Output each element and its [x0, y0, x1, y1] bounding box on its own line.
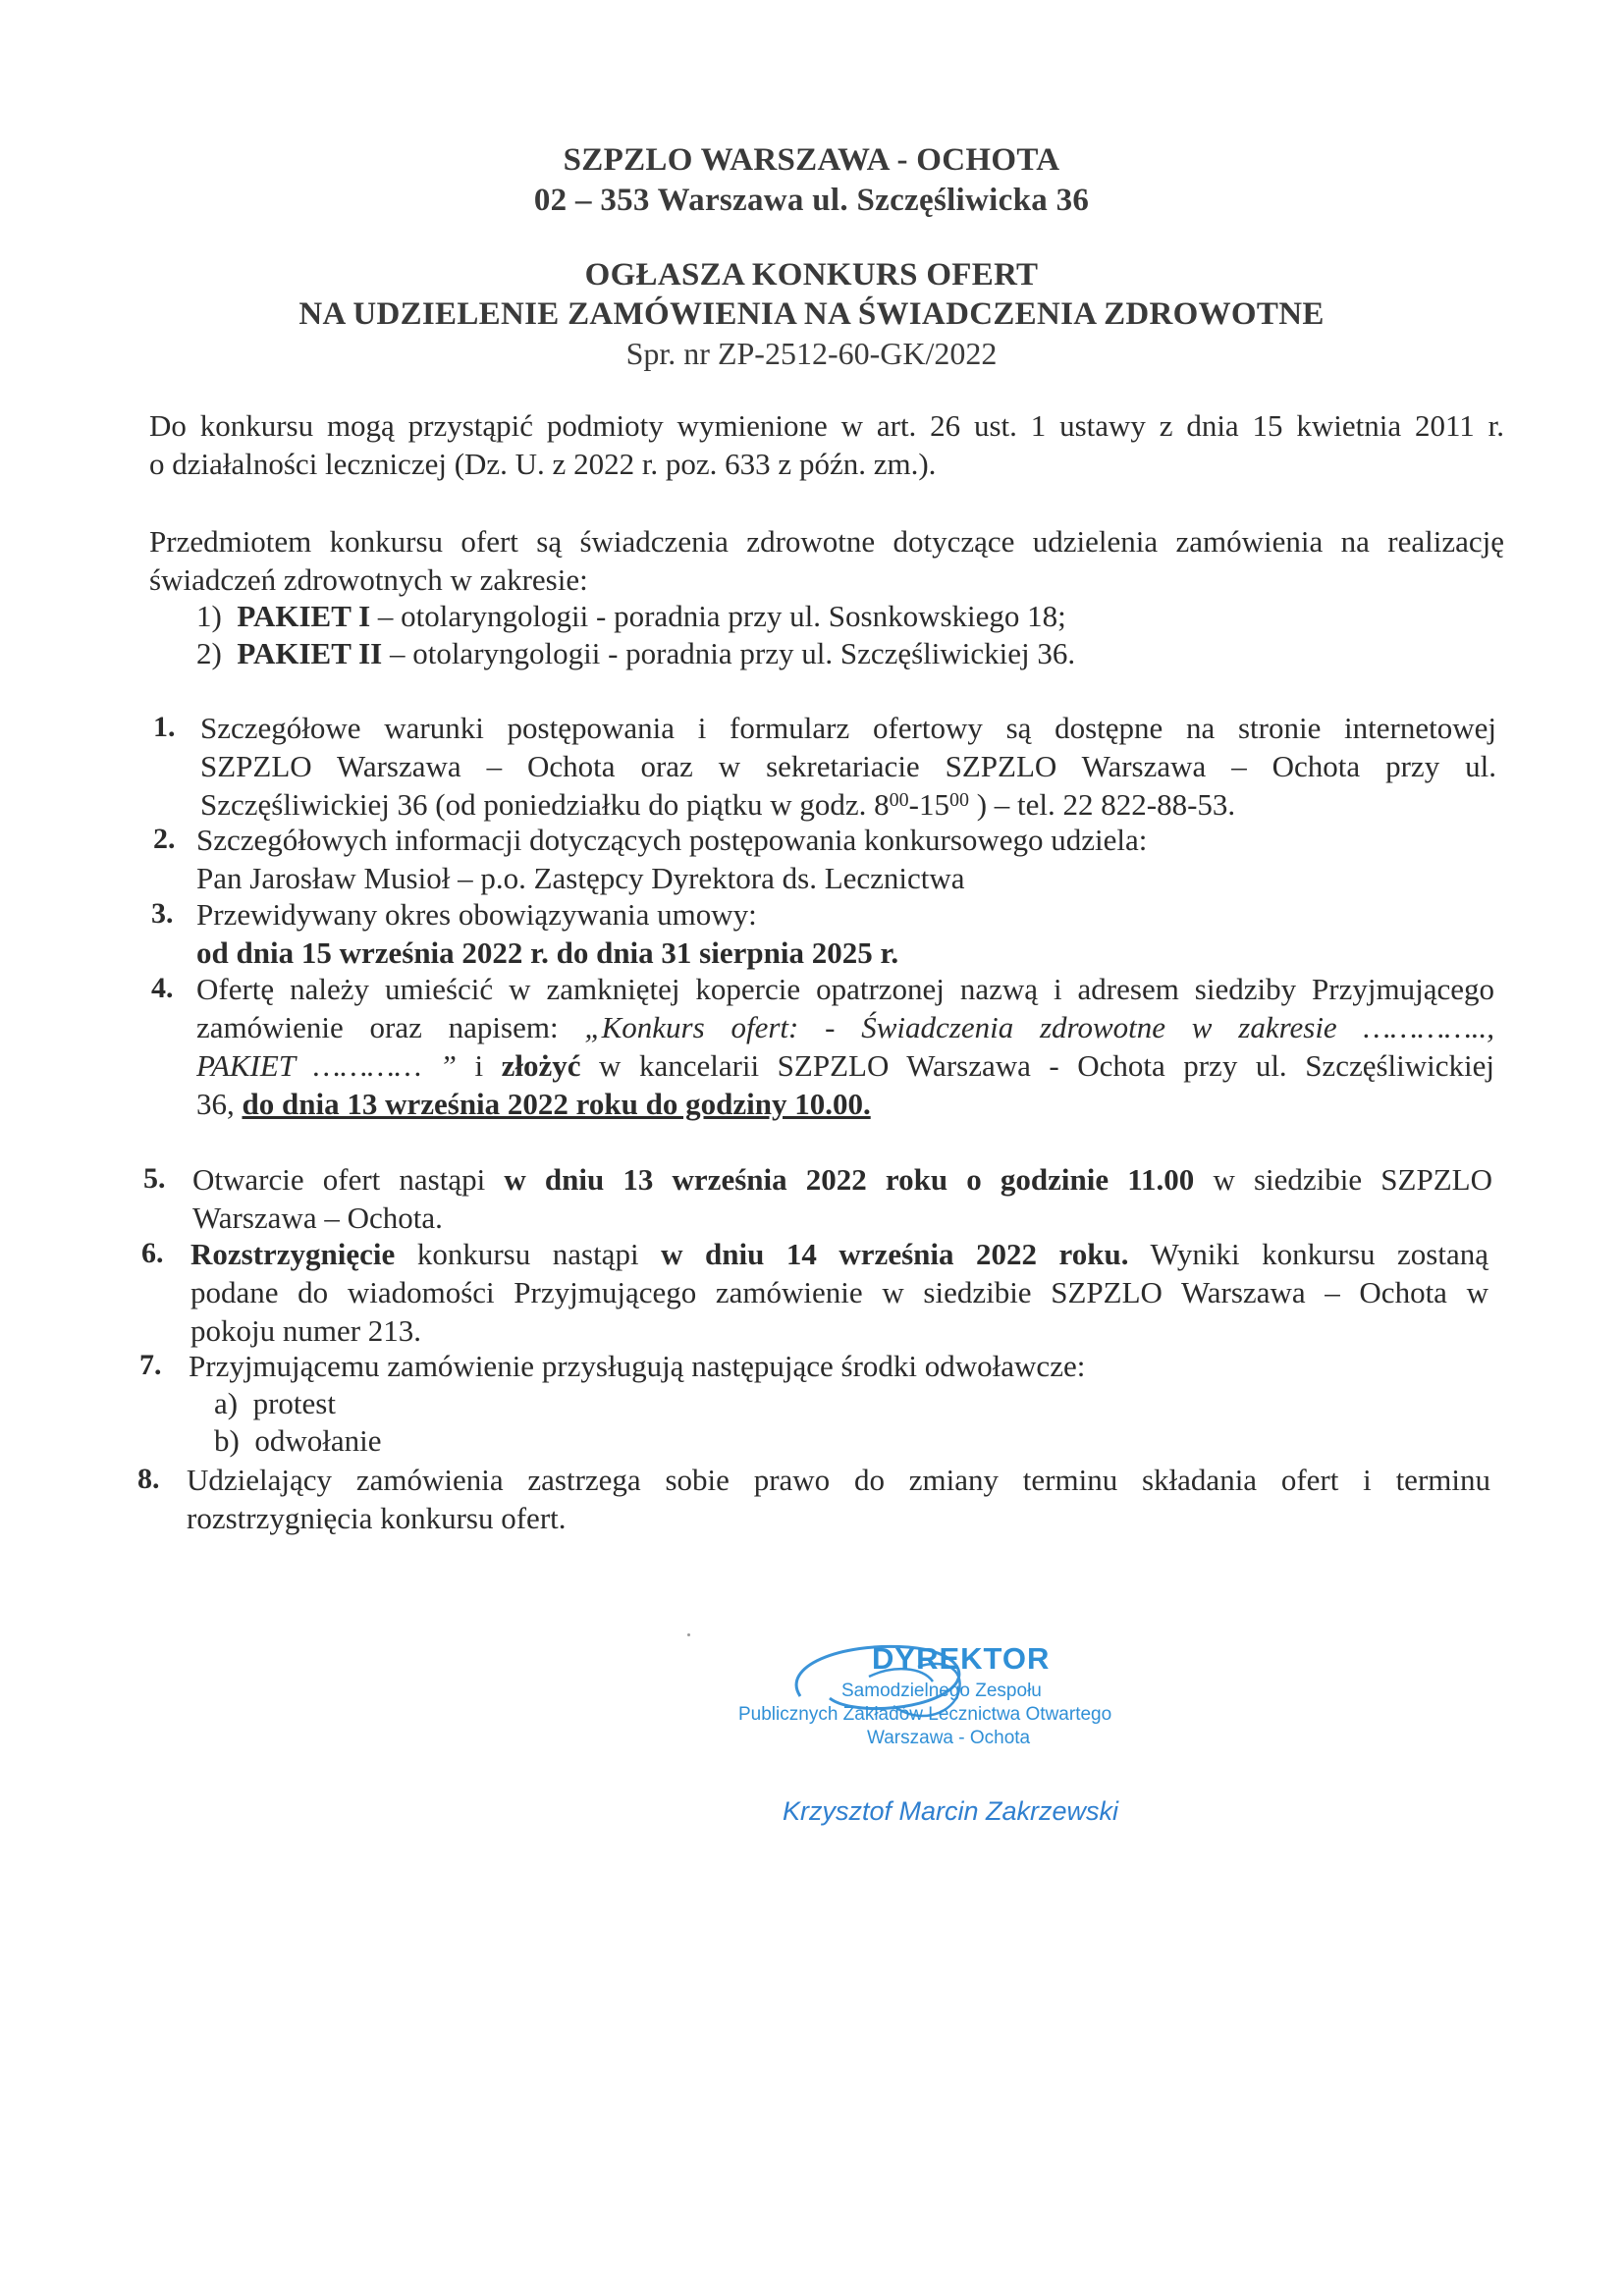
item-number: 4. [151, 972, 174, 1004]
text-span: konkursu nastąpi [395, 1237, 662, 1271]
item-7-sub-a [214, 1384, 336, 1422]
case-number: Spr. nr ZP-2512-60-GK/2022 [625, 336, 998, 371]
item-1 [200, 709, 1496, 824]
intro-line-1: Do konkursu mogą przystąpić podmioty wymienione w art. 26 ust. 1 ustawy z dnia 15 kwietnia 2011 r. [149, 408, 1504, 443]
text-span: ) – tel. 22 822-88-53. [968, 787, 1236, 822]
item-6 [190, 1235, 1488, 1350]
text-span: Wyniki konkursu zostaną [1128, 1237, 1488, 1271]
item-number: 1. [153, 711, 176, 743]
package-text: – otolaryngologii - poradnia przy ul. Szczęśliwickiej 36. [382, 636, 1076, 670]
package-marker: 1) [196, 599, 222, 633]
package-label: PAKIET I [237, 599, 371, 633]
item-4-line-4 [196, 1085, 1494, 1123]
announcement-subtitle: NA UDZIELENIE ZAMÓWIENIA NA ŚWIADCZENIA ZDROWOTNE [298, 296, 1325, 332]
opening-date: w dniu 13 września 2022 roku o godzinie 11.00 [504, 1162, 1195, 1197]
director-stamp [722, 1637, 1183, 1765]
package-2 [196, 634, 1075, 672]
item-7-sub-b [214, 1421, 381, 1460]
stamp-line-3: Warszawa - Ochota [867, 1728, 1031, 1748]
text-span: w siedzibie SZPZLO [1194, 1162, 1492, 1197]
text-span: -15 [908, 787, 949, 822]
bold-span: złożyć [501, 1048, 581, 1083]
sub-marker: a) [214, 1386, 239, 1420]
deadline: do dnia 13 września 2022 roku do godziny 10.00. [242, 1087, 871, 1121]
intro-paragraph [149, 406, 1504, 483]
sub-text: protest [252, 1386, 336, 1420]
signatory-name: Krzysztof Marcin Zakrzewski [783, 1796, 1119, 1826]
resolution-date: w dniu 14 września 2022 roku. [661, 1237, 1129, 1271]
item-5 [192, 1160, 1492, 1237]
item-8-line-2: rozstrzygnięcia konkursu ofert. [187, 1501, 567, 1535]
stamp-line-2: Publicznych Zakładów Lecznictwa Otwartego [738, 1704, 1112, 1725]
package-marker: 2) [196, 636, 222, 670]
package-text: – otolaryngologii - poradnia przy ul. Sosnkowskiego 18; [370, 599, 1066, 633]
item-6-line-1 [190, 1235, 1488, 1273]
text-span: w kancelarii SZPZLO Warszawa - Ochota przy ul. Szczęśliwickiej [580, 1048, 1495, 1083]
item-7 [189, 1347, 1085, 1385]
sub-marker: b) [214, 1423, 240, 1458]
text-span: Szczęśliwickiej 36 (od poniedziałku do piątku w godz. 8 [200, 787, 890, 822]
institution-name: SZPZLO WARSZAWA - OCHOTA [563, 142, 1060, 178]
item-3 [196, 895, 898, 972]
italic-span: „Konkurs ofert: - Świadczenia zdrowotne w zakresie ………….., [584, 1010, 1494, 1044]
item-number: 6. [141, 1237, 164, 1269]
item-1-line-1: Szczegółowe warunki postępowania i formularz ofertowy są dostępne na stronie internetowej [200, 711, 1496, 745]
item-number: 8. [137, 1463, 160, 1495]
superscript: 00 [889, 789, 909, 811]
stamp-line-1: Samodzielnego Zespołu [841, 1681, 1042, 1701]
text-span: 36, [196, 1087, 243, 1121]
text-span: Otwarcie ofert nastąpi [192, 1162, 505, 1197]
bold-span: Rozstrzygnięcie [190, 1237, 396, 1271]
subject-line-1: Przedmiotem konkursu ofert są świadczenia zdrowotne dotyczące udzielenia zamówienia na realizację [149, 524, 1504, 559]
item-number: 5. [143, 1162, 166, 1195]
item-6-line-2: podane do wiadomości Przyjmującego zamówienie w siedzibie SZPZLO Warszawa – Ochota w [190, 1275, 1488, 1309]
institution-address: 02 – 353 Warszawa ul. Szczęśliwicka 36 [533, 183, 1090, 218]
stamp-title: DYREKTOR [872, 1641, 1051, 1676]
text-span: zamówienie oraz napisem: [196, 1010, 585, 1044]
item-number: 2. [153, 823, 176, 855]
item-7-line-1: Przyjmującemu zamówienie przysługują następujące środki odwoławcze: [189, 1349, 1086, 1383]
item-number: 7. [139, 1349, 162, 1381]
item-2 [196, 821, 1147, 897]
sub-text: odwołanie [254, 1423, 382, 1458]
item-4-line-2 [196, 1008, 1494, 1046]
announcement-title: OGŁASZA KONKURS OFERT [584, 257, 1039, 293]
superscript: 00 [948, 789, 969, 811]
item-4-line-1: Ofertę należy umieścić w zamkniętej kopercie opatrzonej nazwą i adresem siedziby Przyjmującego [196, 972, 1494, 1006]
item-5-line-1 [192, 1160, 1492, 1199]
item-2-line-1: Szczegółowych informacji dotyczących postępowania konkursowego udziela: [196, 823, 1148, 857]
subject-paragraph [149, 522, 1504, 599]
item-6-line-3: pokoju numer 213. [190, 1313, 422, 1348]
item-1-line-2: SZPZLO Warszawa – Ochota oraz w sekretariacie SZPZLO Warszawa – Ochota przy ul. [200, 749, 1496, 783]
item-4 [196, 970, 1494, 1123]
item-8-line-1: Udzielający zamówienia zastrzega sobie prawo do zmiany terminu składania ofert i terminu [187, 1463, 1490, 1497]
subject-line-2: świadczeń zdrowotnych w zakresie: [149, 562, 588, 597]
contract-period: od dnia 15 września 2022 r. do dnia 31 sierpnia 2025 r. [196, 935, 899, 970]
intro-line-2: o działalności leczniczej (Dz. U. z 2022 r. poz. 633 z późn. zm.). [149, 447, 937, 481]
package-1 [196, 597, 1066, 635]
package-label: PAKIET II [237, 636, 383, 670]
item-8 [187, 1461, 1490, 1537]
item-number: 3. [151, 897, 174, 930]
speck [687, 1633, 690, 1636]
italic-span: PAKIET ………… ” [196, 1048, 458, 1083]
item-2-line-2: Pan Jarosław Musioł – p.o. Zastępcy Dyrektora ds. Lecznictwa [196, 861, 965, 895]
item-3-line-1: Przewidywany okres obowiązywania umowy: [196, 897, 757, 932]
item-4-line-3 [196, 1046, 1494, 1085]
text-span: i [457, 1048, 502, 1083]
item-1-line-3 [200, 785, 1496, 824]
item-5-line-2: Warszawa – Ochota. [192, 1201, 443, 1235]
